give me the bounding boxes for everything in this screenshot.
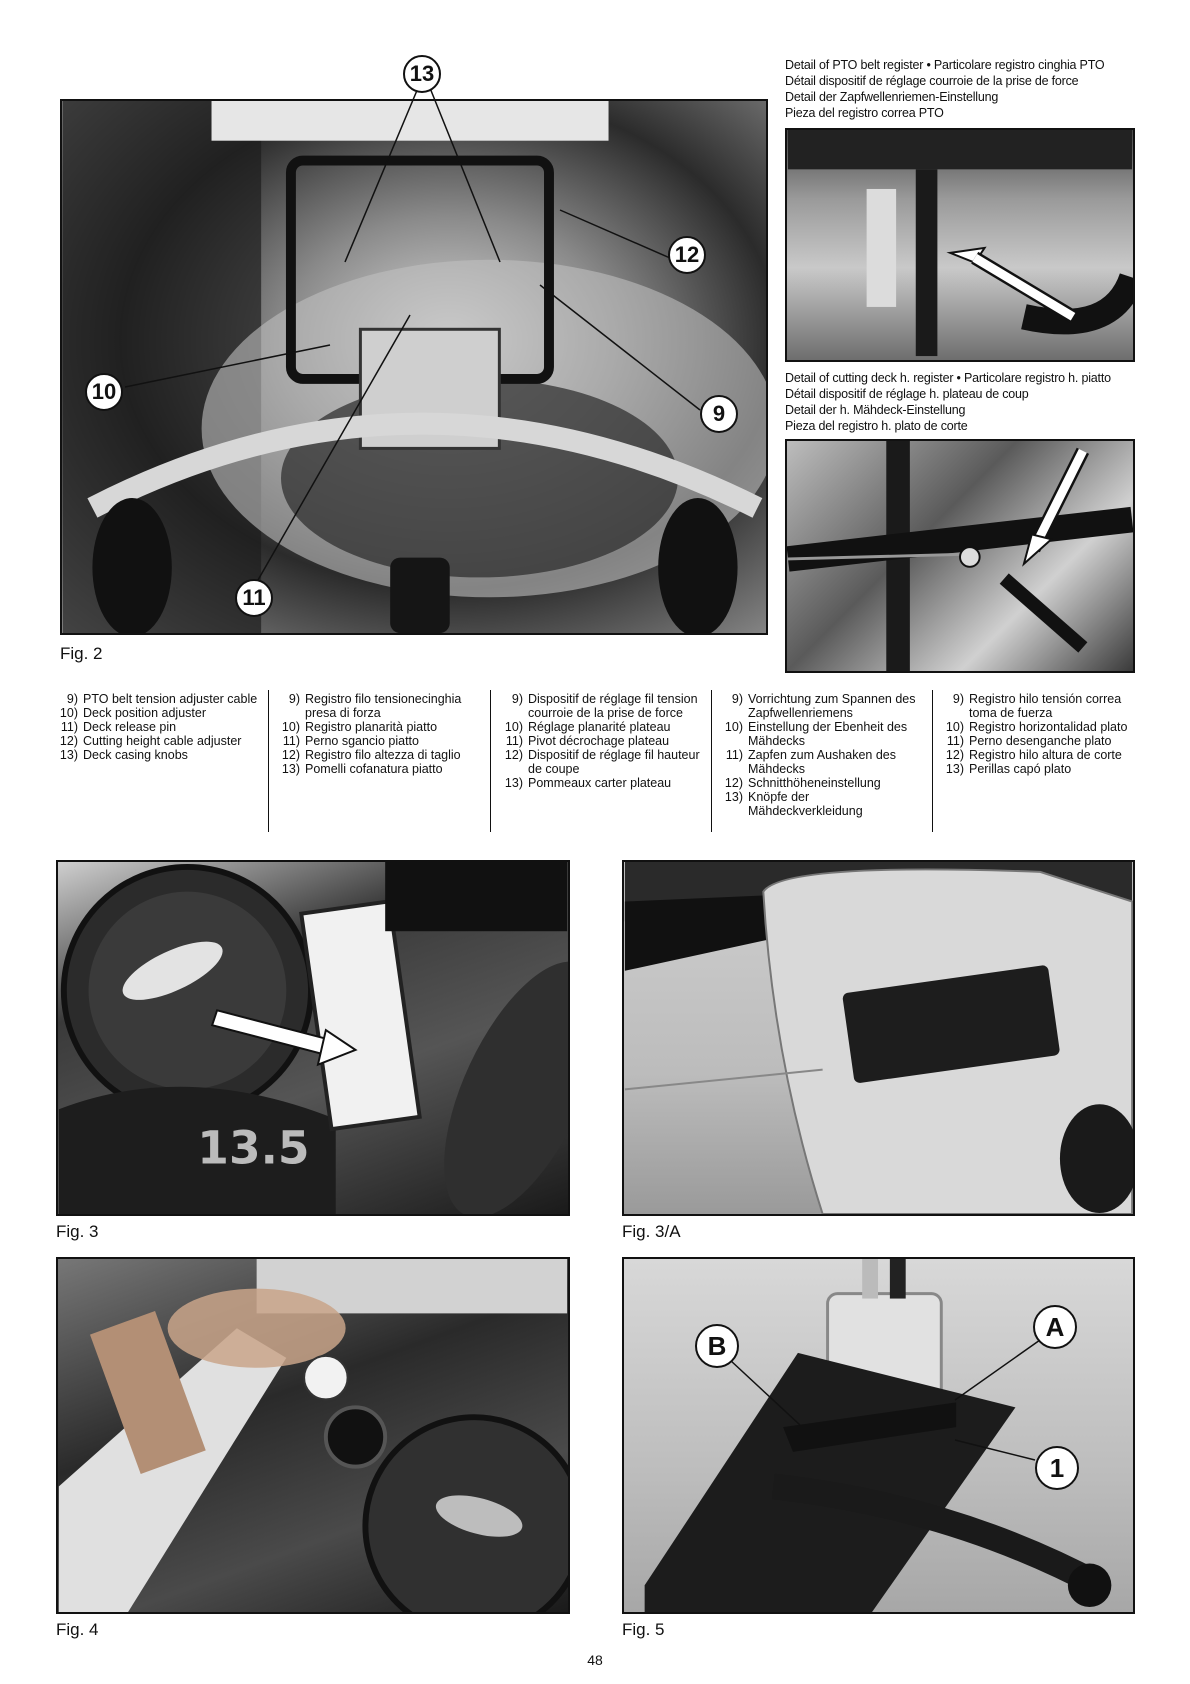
callout-11: 11 — [235, 579, 273, 617]
legend-divider-2 — [490, 690, 491, 832]
legend-divider-4 — [932, 690, 933, 832]
legend-es-11: 11) Perno desenganche plato — [946, 734, 1112, 748]
legend-it-11: 11) Perno sgancio piatto — [282, 734, 419, 748]
detail-pto-line-1: Detail of PTO belt register • Particolare registro cinghia PTO — [785, 58, 1105, 72]
legend-divider-1 — [268, 690, 269, 832]
legend-de-9: 9) Vorrichtung zum Spannen des Zapfwellenriemens — [731, 692, 916, 720]
detail-deck-illustration — [787, 441, 1133, 671]
legend-fr-13: 13) Pommeaux carter plateau — [504, 776, 672, 790]
fig4-caption: Fig. 4 — [56, 1620, 99, 1639]
detail-deck-line-4: Pieza del registro h. plato de corte — [785, 419, 968, 433]
fig3a-photo — [622, 860, 1135, 1216]
legend-fr-11: 11) Pivot décrochage plateau — [505, 734, 670, 748]
fig3-illustration — [58, 862, 568, 1214]
page-number: 48 — [587, 1652, 603, 1668]
legend-fr-9: 9) Dispositif de réglage fil tension courroie de la prise de force — [511, 692, 698, 720]
detail-deck-caption — [785, 370, 1111, 434]
legend-de-11: 11) Zapfen zum Aushaken des Mähdecks — [725, 748, 897, 776]
legend-de-12: 12) Schnitthöheneinstellung — [724, 776, 881, 790]
callout-9: 9 — [700, 395, 738, 433]
fig5-callout-1: 1 — [1035, 1446, 1079, 1490]
legend-it-9: 9) Registro filo tensionecinghia presa di forza — [288, 692, 462, 720]
callout-12: 12 — [668, 236, 706, 274]
legend-fr — [495, 692, 700, 790]
detail-pto-line-2: Détail dispositif de réglage courroie de la prise de force — [785, 74, 1079, 88]
fig3a-caption: Fig. 3/A — [622, 1222, 681, 1241]
callout-13: 13 — [403, 55, 441, 93]
legend-en-11: 11) Deck release pin — [60, 720, 177, 734]
legend-en-10: 10) Deck position adjuster — [59, 706, 206, 720]
fig2-illustration — [62, 101, 766, 633]
legend-de-13: 13) Knöpfe der Mähdeckverkleidung — [724, 790, 863, 818]
detail-pto-caption — [785, 57, 1104, 121]
fig2-photo — [60, 99, 768, 635]
legend-es — [936, 692, 1136, 776]
fig4-illustration — [58, 1259, 568, 1612]
detail-pto-line-3: Detail der Zapfwellenriemen-Einstellung — [785, 90, 999, 104]
legend-fr-10: 10) Réglage planarité plateau — [504, 720, 671, 734]
legend-it-13: 13) Pomelli cofanatura piatto — [281, 762, 443, 776]
fig3a-illustration — [624, 862, 1133, 1214]
detail-pto-illustration — [787, 130, 1133, 360]
fig2-caption: Fig. 2 — [60, 644, 103, 663]
legend-it-12: 12) Registro filo altezza di taglio — [281, 748, 461, 762]
fig5-callout-a: A — [1033, 1305, 1077, 1349]
fig5-caption: Fig. 5 — [622, 1620, 665, 1639]
legend-it — [272, 692, 472, 776]
fig5-callout-b: B — [695, 1324, 739, 1368]
legend-it-10: 10) Registro planarità piatto — [281, 720, 438, 734]
legend-en-12: 12) Cutting height cable adjuster — [59, 734, 242, 748]
legend-es-13: 13) Perillas capó plato — [945, 762, 1072, 776]
legend-en-9: 9) PTO belt tension adjuster cable — [66, 692, 258, 706]
fig3-caption: Fig. 3 — [56, 1222, 99, 1241]
fig3-photo — [56, 860, 570, 1216]
detail-deck-line-1: Detail of cutting deck h. register • Particolare registro h. piatto — [785, 371, 1111, 385]
legend-divider-3 — [711, 690, 712, 832]
legend-es-10: 10) Registro horizontalidad plato — [945, 720, 1128, 734]
legend-es-12: 12) Registro hilo altura de corte — [945, 748, 1122, 762]
legend-en-13: 13) Deck casing knobs — [59, 748, 188, 762]
legend-de — [715, 692, 920, 818]
detail-deck-line-3: Detail der h. Mähdeck-Einstellung — [785, 403, 966, 417]
detail-pto-photo — [785, 128, 1135, 362]
detail-deck-photo — [785, 439, 1135, 673]
callout-10: 10 — [85, 373, 123, 411]
fig3-engine-label: 13.5 — [197, 1121, 310, 1175]
fig4-photo — [56, 1257, 570, 1614]
legend-de-10: 10) Einstellung der Ebenheit des Mähdecks — [724, 720, 908, 748]
detail-deck-line-2: Détail dispositif de réglage h. plateau de coup — [785, 387, 1029, 401]
detail-pto-line-4: Pieza del registro correa PTO — [785, 106, 944, 120]
legend-es-9: 9) Registro hilo tensión correa toma de fuerza — [952, 692, 1122, 720]
legend-fr-12: 12) Dispositif de réglage fil hauteur de coupe — [504, 748, 700, 776]
legend-en — [50, 692, 265, 762]
